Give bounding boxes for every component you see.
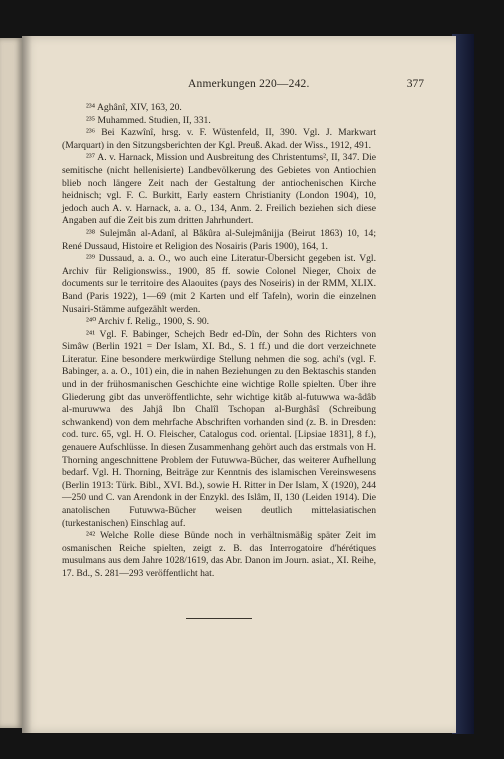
footnotes bbox=[62, 102, 376, 581]
page-gutter-shadow bbox=[22, 36, 32, 733]
footnote-241: ²⁴¹ Vgl. F. Babinger, Schejch Bedr ed-Dîn, der Sohn des Richters von Simâw (Berlin 1921 = Der Islam, XI. Bd., S. 1 ff.) und die dort verzeichnete Literatur. Eine besondere merkwürdige Stellung nehmen die sog. achi's (vgl. F. Babinger, a. a. O., 101) ein, die in nahen Beziehungen zu den Bektaschis standen und in der frühosmanischen Geschichte eine wichtige Rolle spielten. Über ihre Gliederung gibt das unveröffentlichte, sehr wichtige kitâb al-futuwwa wa-âdâb al-muruwwa des Jahjâ Ibn Chalîl Tschopan al-Burghâsî (Schreibung schwankend) von dem mehrfache Abschriften vorhanden sind (z. B. in Dresden: cod. turc. 65, vgl. H. O. Fleischer, Catalogus cod. oriental. [Lipsiae 1831], 8 f.), genauere Aufschlüsse. In diesen Zusammenhang gehört auch das erstmals von H. Thorning angeschnittene Problem der Futuwwa-Bücher, das weiterer Aufhellung bedarf. Vgl. H. Thorning, Beiträge zur Kenntnis des islamischen Vereinswesens (Berlin 1913: Türk. Bibl., XVI. Bd.), sowie H. Ritter in Der Islam, X (1920), 244—250 und C. van Arendonk in der Enzykl. des Islâm, II, 130 (Leiden 1914). Die anatolischen Futuwwa-Bücher weisen deutlich mittelasiatischen (turkestanischen) Einschlag auf. bbox=[62, 328, 376, 529]
footnote-239: ²³⁹ Dussaud, a. a. O., wo auch eine Literatur-Übersicht gegeben ist. Vgl. Archiv für Religionswiss., 1900, 85 ff. sowie Colonel Nieger, Choix de documents sur le territoire des Alaouites (pays des Noseiris) in der RMM, XLIX. Band (Paris 1922), 1—69 (mit 2 Karten und elf Tafeln), worin die einzelnen Nusairi-Stämme aufgezählt werden. bbox=[62, 253, 376, 315]
footnote-242: ²⁴² Welche Rolle diese Bünde noch in verhältnismäßig später Zeit im osmanischen Reiche spielten, zeigt z. B. das Interrogatoire d'hérétiques musulmans aus dem Jahre 1028/1619, das Abr. Danon im Journ. asiat., XI. Reihe, 17. Bd., S. 281—293 veröffentlicht hat. bbox=[62, 530, 376, 579]
footnote-235: ²³⁵ Muhammed. Studien, II, 331. bbox=[86, 114, 211, 126]
left-page-edge bbox=[0, 38, 22, 728]
footnote-234: ²³⁴ Aghânî, XIV, 163, 20. bbox=[86, 102, 182, 113]
footnote-238: ²³⁸ Sulejmân al-Adanî, al Bâkûra al-Sulejmânijja (Beirut 1863) 10, 14; René Dussaud, Histoire et Religion des Nosairis (Paris 1900), 164, 1. bbox=[62, 227, 376, 252]
header-title: Anmerkungen 220—242. bbox=[188, 78, 310, 90]
page-number: 377 bbox=[406, 78, 424, 90]
footnote-236: ²³⁶ Bei Kazwînî, hrsg. v. F. Wüstenfeld, II, 390. Vgl. J. Markwart (Marquart) in den Sitzungsberichten der Kgl. Preuß. Akad. der Wiss., 1912, 491. bbox=[62, 127, 376, 151]
end-rule bbox=[186, 618, 252, 619]
footnote-237: ²³⁷ A. v. Harnack, Mission und Ausbreitung des Christentums², II, 347. Die semitische (nicht hellenisierte) Landbevölkerung des Gebietes von Antiochien blieb noch längere Zeit nach der Gestaltung der antiochenischen Kirche heidnisch; vgl. F. C. Burkitt, Early eastern Christianity (London 1904), 10, jedoch auch A. v. Harnack, a. a. O., 134, Anm. 2. Freilich beziehen sich diese Angaben auf die Zeit bis zum dritten Jahrhundert. bbox=[62, 152, 376, 227]
running-header bbox=[148, 78, 438, 98]
footnote-240: ²⁴⁰ Archiv f. Relig., 1900, S. 90. bbox=[86, 316, 210, 328]
